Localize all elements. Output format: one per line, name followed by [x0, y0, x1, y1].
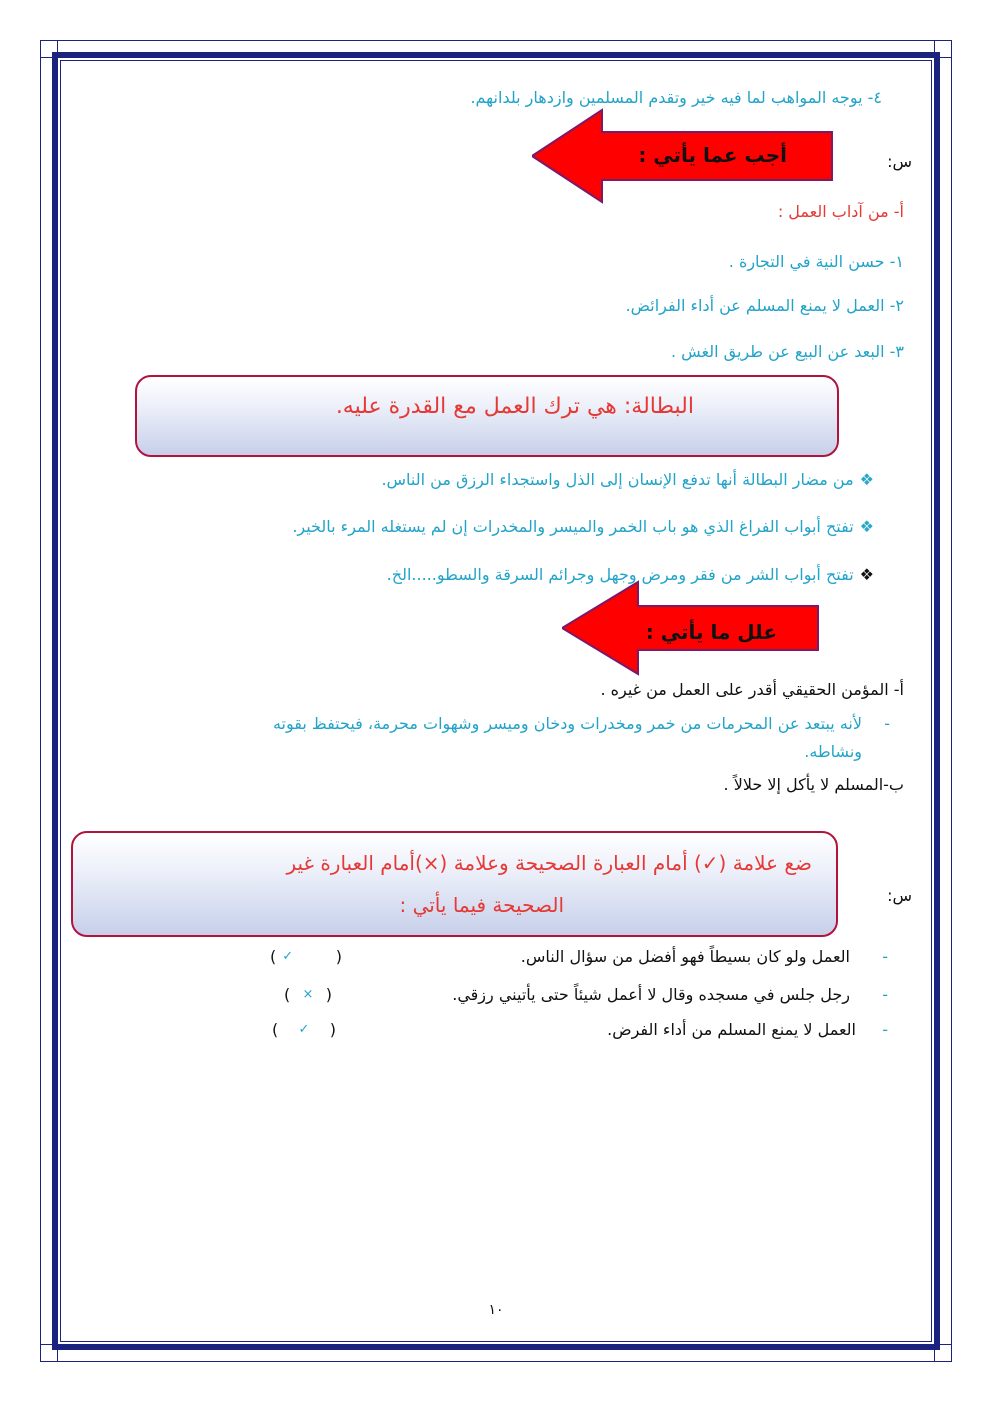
bullet-item: ❖تفتح أبواب الفراغ الذي هو باب الخمر والميسر والمخدرات إن لم يستغله المرء بالخير.	[292, 517, 874, 536]
answer-a-line1: لأنه يبتعد عن المحرمات من خمر ومخدرات ودخان وميسر وشهوات محرمة، فيحتفظ بقوته	[272, 714, 862, 733]
instruction-line1: ضع علامة (✓) أمام العبارة الصحيحة وعلامة (×)أمام العبارة غير	[286, 851, 812, 875]
statement-text: رجل جلس في مسجده وقال لا أعمل شيئاً حتى يأتيني رزقي.	[452, 985, 850, 1004]
list-item: ٢- العمل لا يمنع المسلم عن أداء الفرائض.	[625, 296, 904, 315]
question-marker: س:	[887, 886, 912, 905]
sub-heading-work-manners: أ- من آداب العمل :	[777, 202, 904, 221]
explain-item-b: ب-المسلم لا يأكل إلا حلالاً .	[723, 775, 904, 794]
answer-bracket: ( ✓ )	[272, 1020, 336, 1039]
answer-a-line2: ونشاطه.	[804, 742, 862, 761]
diamond-bullet-icon: ❖	[859, 565, 874, 584]
bullet-item: ❖من مضار البطالة أنها تدفع الإنسان إلى الذل واستجداء الرزق من الناس.	[381, 470, 874, 489]
page-number: ١٠	[488, 1302, 504, 1318]
answer-banner-label: أجب عما يأتي :	[638, 143, 787, 167]
answer-bracket: ( × )	[284, 985, 332, 1004]
check-mark-icon: ✓	[282, 949, 294, 964]
bullet-item: ❖تفتح أبواب الشر من فقر ومرض وجهل وجرائم السرقة والسطو.....الخ.	[386, 565, 874, 584]
statement-dash: -	[882, 1020, 888, 1039]
list-item: ٣- البعد عن البيع عن طريق الغش .	[670, 342, 904, 361]
instruction-line2: الصحيحة فيما يأتي :	[399, 893, 564, 917]
statement-dash: -	[882, 985, 888, 1004]
answer-dash: -	[884, 714, 890, 733]
diamond-bullet-icon: ❖	[859, 517, 874, 536]
explain-banner-label: علل ما يأتي :	[645, 620, 777, 644]
list-item: ١- حسن النية في التجارة .	[728, 252, 904, 271]
corner-ornament	[934, 1344, 952, 1362]
answer-bracket: ( ✓ )	[270, 947, 342, 966]
diamond-bullet-icon: ❖	[859, 470, 874, 489]
explain-item-a: أ- المؤمن الحقيقي أقدر على العمل من غيره .	[600, 680, 904, 699]
check-mark-icon: ✓	[298, 1022, 310, 1037]
intro-line: ٤- يوجه المواهب لما فيه خير وتقدم المسلمين وازدهار بلدانهم.	[470, 88, 882, 107]
definition-text: البطالة: هي ترك العمل مع القدرة عليه.	[335, 394, 694, 419]
question-marker: س:	[887, 152, 912, 171]
statement-dash: -	[882, 947, 888, 966]
instruction-box	[71, 831, 838, 937]
corner-ornament	[40, 40, 58, 58]
corner-ornament	[40, 1344, 58, 1362]
corner-ornament	[934, 40, 952, 58]
cross-mark-icon: ×	[302, 987, 314, 1002]
statement-text: العمل لا يمنع المسلم من أداء الفرض.	[607, 1020, 856, 1039]
statement-text: العمل ولو كان بسيطاً فهو أفضل من سؤال الناس.	[520, 947, 850, 966]
